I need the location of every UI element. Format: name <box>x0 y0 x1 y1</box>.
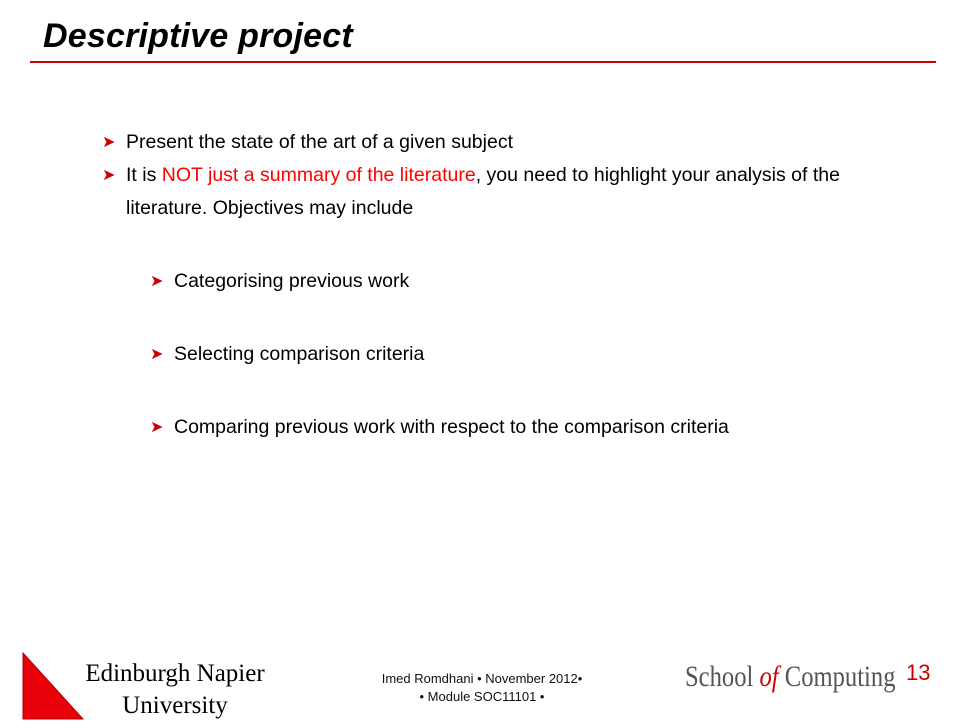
bullet-text: Present the state of the art of a given subject <box>126 131 513 153</box>
sub-bullet-text: Comparing previous work with respect to the comparison criteria <box>174 416 729 438</box>
bullet-list <box>102 126 892 444</box>
page-number: 13 <box>906 660 931 685</box>
school-of-word: of <box>759 660 779 693</box>
institution-line-1: Edinburgh Napier <box>85 660 265 687</box>
arrow-bullet-icon: ➤ <box>102 134 116 151</box>
arrow-bullet-icon: ➤ <box>150 273 164 290</box>
arrow-bullet-icon: ➤ <box>150 346 164 363</box>
institution-name <box>60 658 290 722</box>
bullet-text-suffix: , you need to highlight your analysis of the literature. Objectives may include <box>126 164 840 219</box>
arrow-bullet-icon: ➤ <box>102 167 116 184</box>
sub-bullet-text: Categorising previous work <box>174 270 410 292</box>
bullet-text-highlight: NOT just a summary of the literature <box>161 164 476 186</box>
arrow-bullet-icon: ➤ <box>150 419 164 436</box>
sub-bullet-item-2 <box>102 338 892 371</box>
author-line: Imed Romdhani • November 2012• <box>381 671 583 686</box>
bullet-text-prefix: It is <box>126 164 162 186</box>
slide-title: Descriptive project <box>43 17 353 55</box>
bullet-item-2 <box>102 159 892 225</box>
module-line: • Module SOC11101 • <box>419 689 545 704</box>
institution-line-2: University <box>122 692 228 719</box>
bullet-item-1 <box>102 126 892 159</box>
sub-bullet-item-3 <box>102 411 892 444</box>
footer-credits <box>332 670 632 706</box>
sub-bullet-text: Selecting comparison criteria <box>174 343 425 365</box>
school-computing-word: Computing <box>778 660 896 693</box>
sub-bullet-item-1 <box>102 265 892 298</box>
school-word: School <box>685 660 760 693</box>
title-underline <box>30 61 936 63</box>
school-of-computing-logo <box>685 660 895 694</box>
